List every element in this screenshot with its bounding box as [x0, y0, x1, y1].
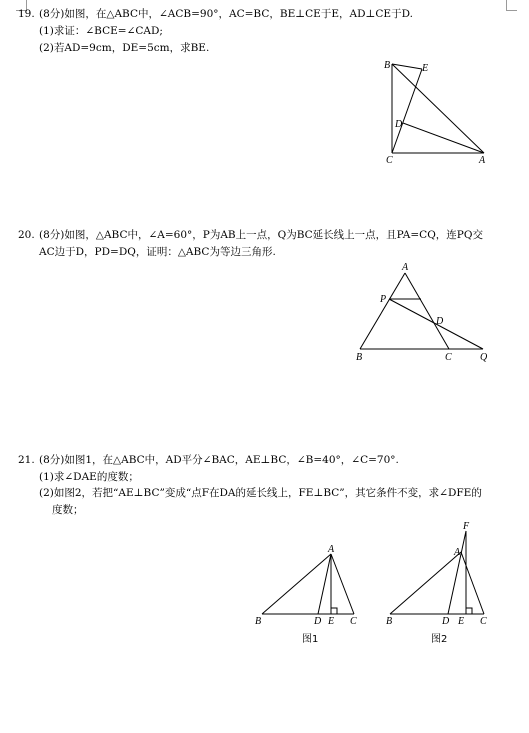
- point-label-A: A: [479, 155, 486, 166]
- right-angle-mark: [466, 608, 472, 614]
- point-label-Q: Q: [480, 352, 488, 363]
- point-label-C: C: [386, 155, 393, 166]
- sub-question-2: (2)若AD=9cm，DE=5cm，求BE.: [39, 42, 210, 54]
- segment-AC: [461, 552, 484, 614]
- point-label-P: P: [380, 294, 387, 305]
- segment-FD: [448, 531, 466, 614]
- sub-question-2: (2)如图2，若把“AE⊥BC”变成“点F在DA的延长线上，FE⊥BC”，其它条件不变，求∠DFE的: [39, 487, 482, 499]
- segment-BA: [262, 554, 331, 614]
- point-label-E: E: [328, 616, 335, 627]
- point-label-F: F: [463, 521, 470, 532]
- question-number: 21.: [18, 454, 35, 466]
- sub-question-2-continued: 度数；: [52, 504, 84, 516]
- point-label-B: B: [255, 616, 262, 627]
- point-label-D: D: [395, 119, 403, 130]
- segment-AB: [360, 273, 405, 349]
- question-number: 19.: [18, 8, 35, 20]
- sub-question-1: (1)求证：∠BCE=∠CAD;: [39, 25, 163, 37]
- point-label-B: B: [384, 60, 391, 71]
- point-label-A: A: [328, 544, 335, 555]
- point-label-C: C: [445, 352, 452, 363]
- point-label-A: A: [402, 262, 409, 273]
- question-text-continued: AC边于D，PD=DQ，证明：△ABC为等边三角形.: [39, 246, 276, 258]
- figure-q20: [360, 273, 483, 349]
- point-label-C: C: [350, 616, 357, 627]
- point-label-D: D: [442, 616, 450, 627]
- point-label-E: E: [458, 616, 465, 627]
- right-angle-mark: [331, 608, 337, 614]
- question-text: (8分)如图，在△ABC中，∠ACB=90°，AC=BC，BE⊥CE于E，AD⊥CE于D.: [39, 8, 413, 20]
- segment-AC: [331, 554, 354, 614]
- point-label-B: B: [356, 352, 363, 363]
- question-text: (8分)如图，△ABC中，∠A=60°，P为AB上一点，Q为BC延长线上一点，且PA=CQ，连PQ交: [39, 229, 483, 241]
- segment-AD: [403, 123, 484, 153]
- question-text: (8分)如图1，在△ABC中，AD平分∠BAC，AE⊥BC，∠B=40°，∠C=70°.: [39, 454, 399, 466]
- figure-caption-1: 图1: [302, 634, 319, 645]
- point-label-C: C: [480, 616, 487, 627]
- point-label-D: D: [436, 316, 444, 327]
- figure-1-q21: [262, 554, 354, 614]
- segment-BA: [392, 64, 484, 153]
- question-number: 20.: [18, 229, 35, 241]
- figure-2-q21: [390, 531, 484, 614]
- point-label-D: D: [314, 616, 322, 627]
- sub-question-1: (1)求∠DAE的度数；: [39, 471, 139, 483]
- point-label-A: A: [454, 547, 461, 558]
- segment-CE: [392, 69, 422, 153]
- point-label-B: B: [386, 616, 393, 627]
- figure-caption-2: 图2: [431, 634, 448, 645]
- figure-q19: [392, 64, 484, 153]
- point-label-E: E: [422, 63, 429, 74]
